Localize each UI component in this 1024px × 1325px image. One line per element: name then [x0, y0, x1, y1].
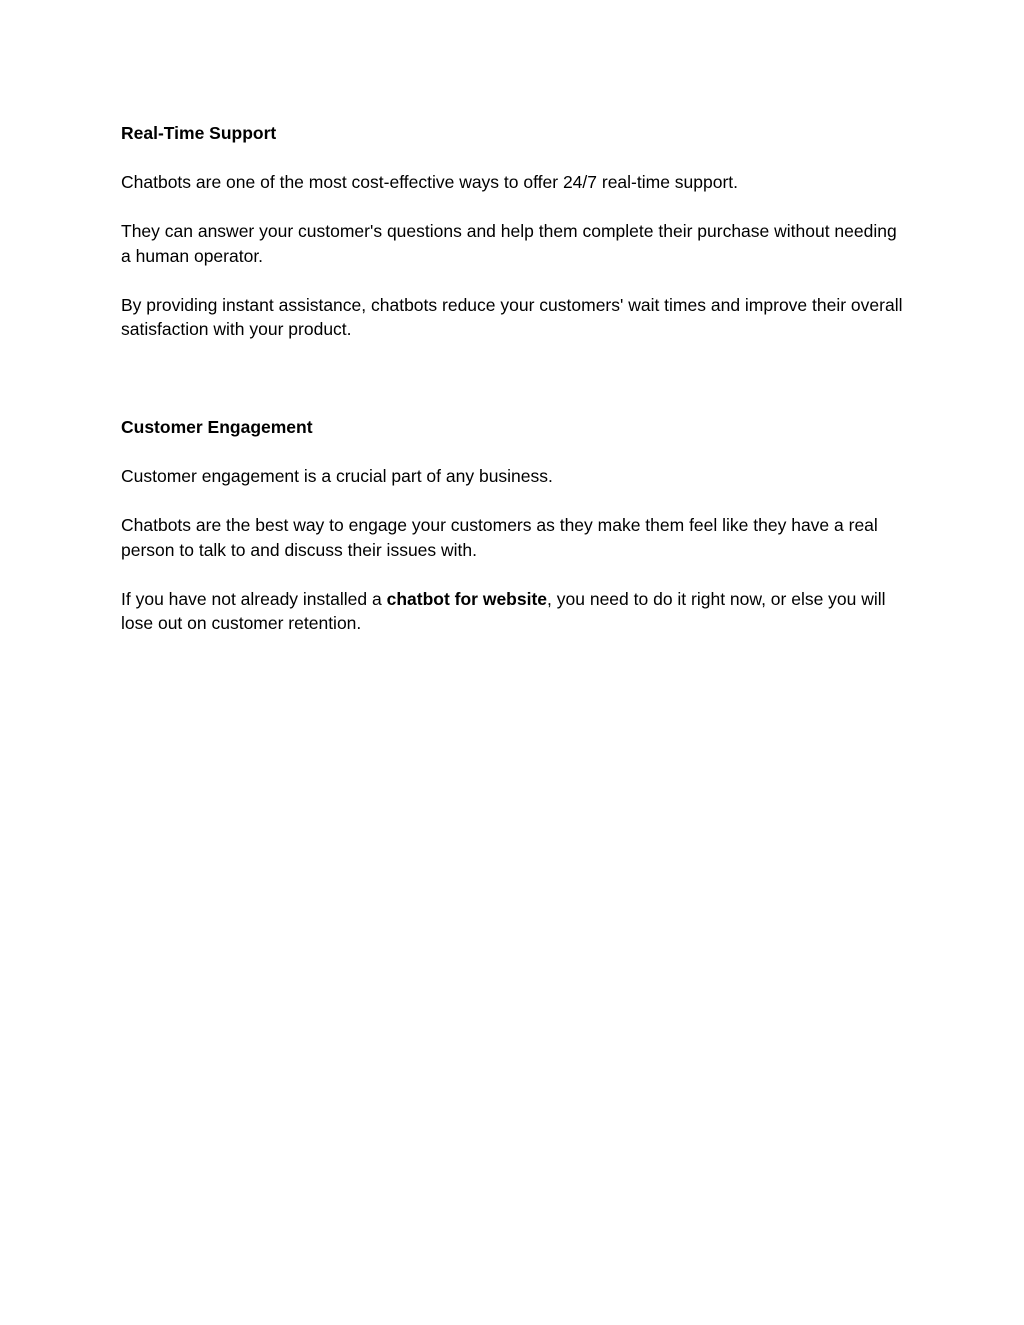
section-spacer: [121, 342, 911, 416]
section-heading: Customer Engagement: [121, 417, 313, 437]
paragraph: By providing instant assistance, chatbots reduce your customers' wait times and improve their overall satisfaction with your product.: [121, 294, 903, 339]
section-real-time-support: [121, 121, 911, 342]
paragraph: They can answer your customer's questions and help them complete their purchase without needing a human operator.: [121, 221, 897, 266]
keyword-chatbot-for-website[interactable]: chatbot for website: [386, 588, 548, 609]
paragraph: Chatbots are the best way to engage your customers as they make them feel like they have a real person to talk to and discuss their issues with.: [121, 515, 878, 560]
section-customer-engagement: [121, 415, 911, 636]
paragraph-text-before: If you have not already installed a: [121, 588, 387, 609]
paragraph: Customer engagement is a crucial part of any business.: [121, 466, 553, 486]
paragraph-text-after: , you need to do it right now, or else you will lose out on customer retention.: [121, 588, 886, 633]
paragraph-with-keyword: [121, 587, 911, 636]
document-page: [121, 121, 911, 636]
section-heading: Real-Time Support: [121, 123, 277, 143]
paragraph: Chatbots are one of the most cost-effective ways to offer 24/7 real-time support.: [121, 172, 739, 192]
